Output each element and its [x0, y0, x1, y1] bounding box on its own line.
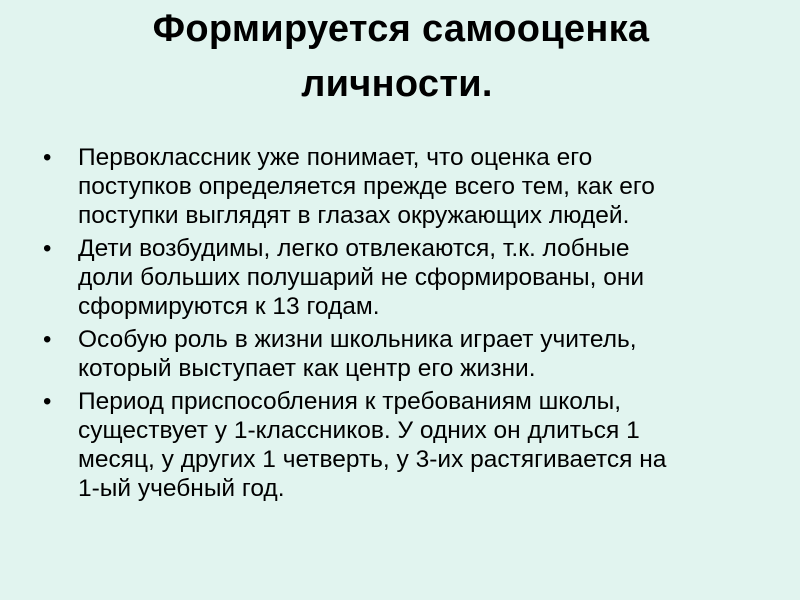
- bullet-2-line-3: сформируются к 13 годам.: [78, 293, 380, 320]
- bullet-icon: •: [43, 388, 52, 415]
- bullet-4-line-2: существует у 1-классников. У одних он длиться 1: [78, 417, 640, 444]
- bullet-4-line-1: Период приспособления к требованиям школы,: [78, 388, 622, 415]
- slide-title-line-1: Формируется самооценка: [152, 8, 650, 50]
- bullet-item-3: [0, 325, 800, 383]
- bullet-item-1: [0, 143, 800, 230]
- bullet-icon: •: [43, 235, 52, 262]
- bullet-icon: •: [43, 144, 52, 171]
- bullet-3-line-2: который выступает как центр его жизни.: [78, 355, 536, 382]
- bullet-1-line-2: поступков определяется прежде всего тем, как его: [78, 173, 655, 200]
- slide-title: [0, 2, 800, 112]
- bullet-4-line-3: месяц, у других 1 четверть, у 3-их растягивается на: [78, 446, 667, 473]
- bullet-4-line-4: 1-ый учебный год.: [78, 475, 285, 502]
- bullet-list: [0, 143, 800, 507]
- slide-title-line-2: личности.: [301, 63, 493, 105]
- bullet-1-line-1: Первоклассник уже понимает, что оценка его: [78, 144, 593, 171]
- bullet-1-line-3: поступки выглядят в глазах окружающих людей.: [78, 202, 630, 229]
- bullet-item-4: [0, 387, 800, 503]
- bullet-item-2: [0, 234, 800, 321]
- bullet-3-line-1: Особую роль в жизни школьника играет учитель,: [78, 326, 637, 353]
- bullet-2-line-1: Дети возбудимы, легко отвлекаются, т.к. лобные: [78, 235, 630, 262]
- bullet-icon: •: [43, 326, 52, 353]
- bullet-2-line-2: доли больших полушарий не сформированы, они: [78, 264, 645, 291]
